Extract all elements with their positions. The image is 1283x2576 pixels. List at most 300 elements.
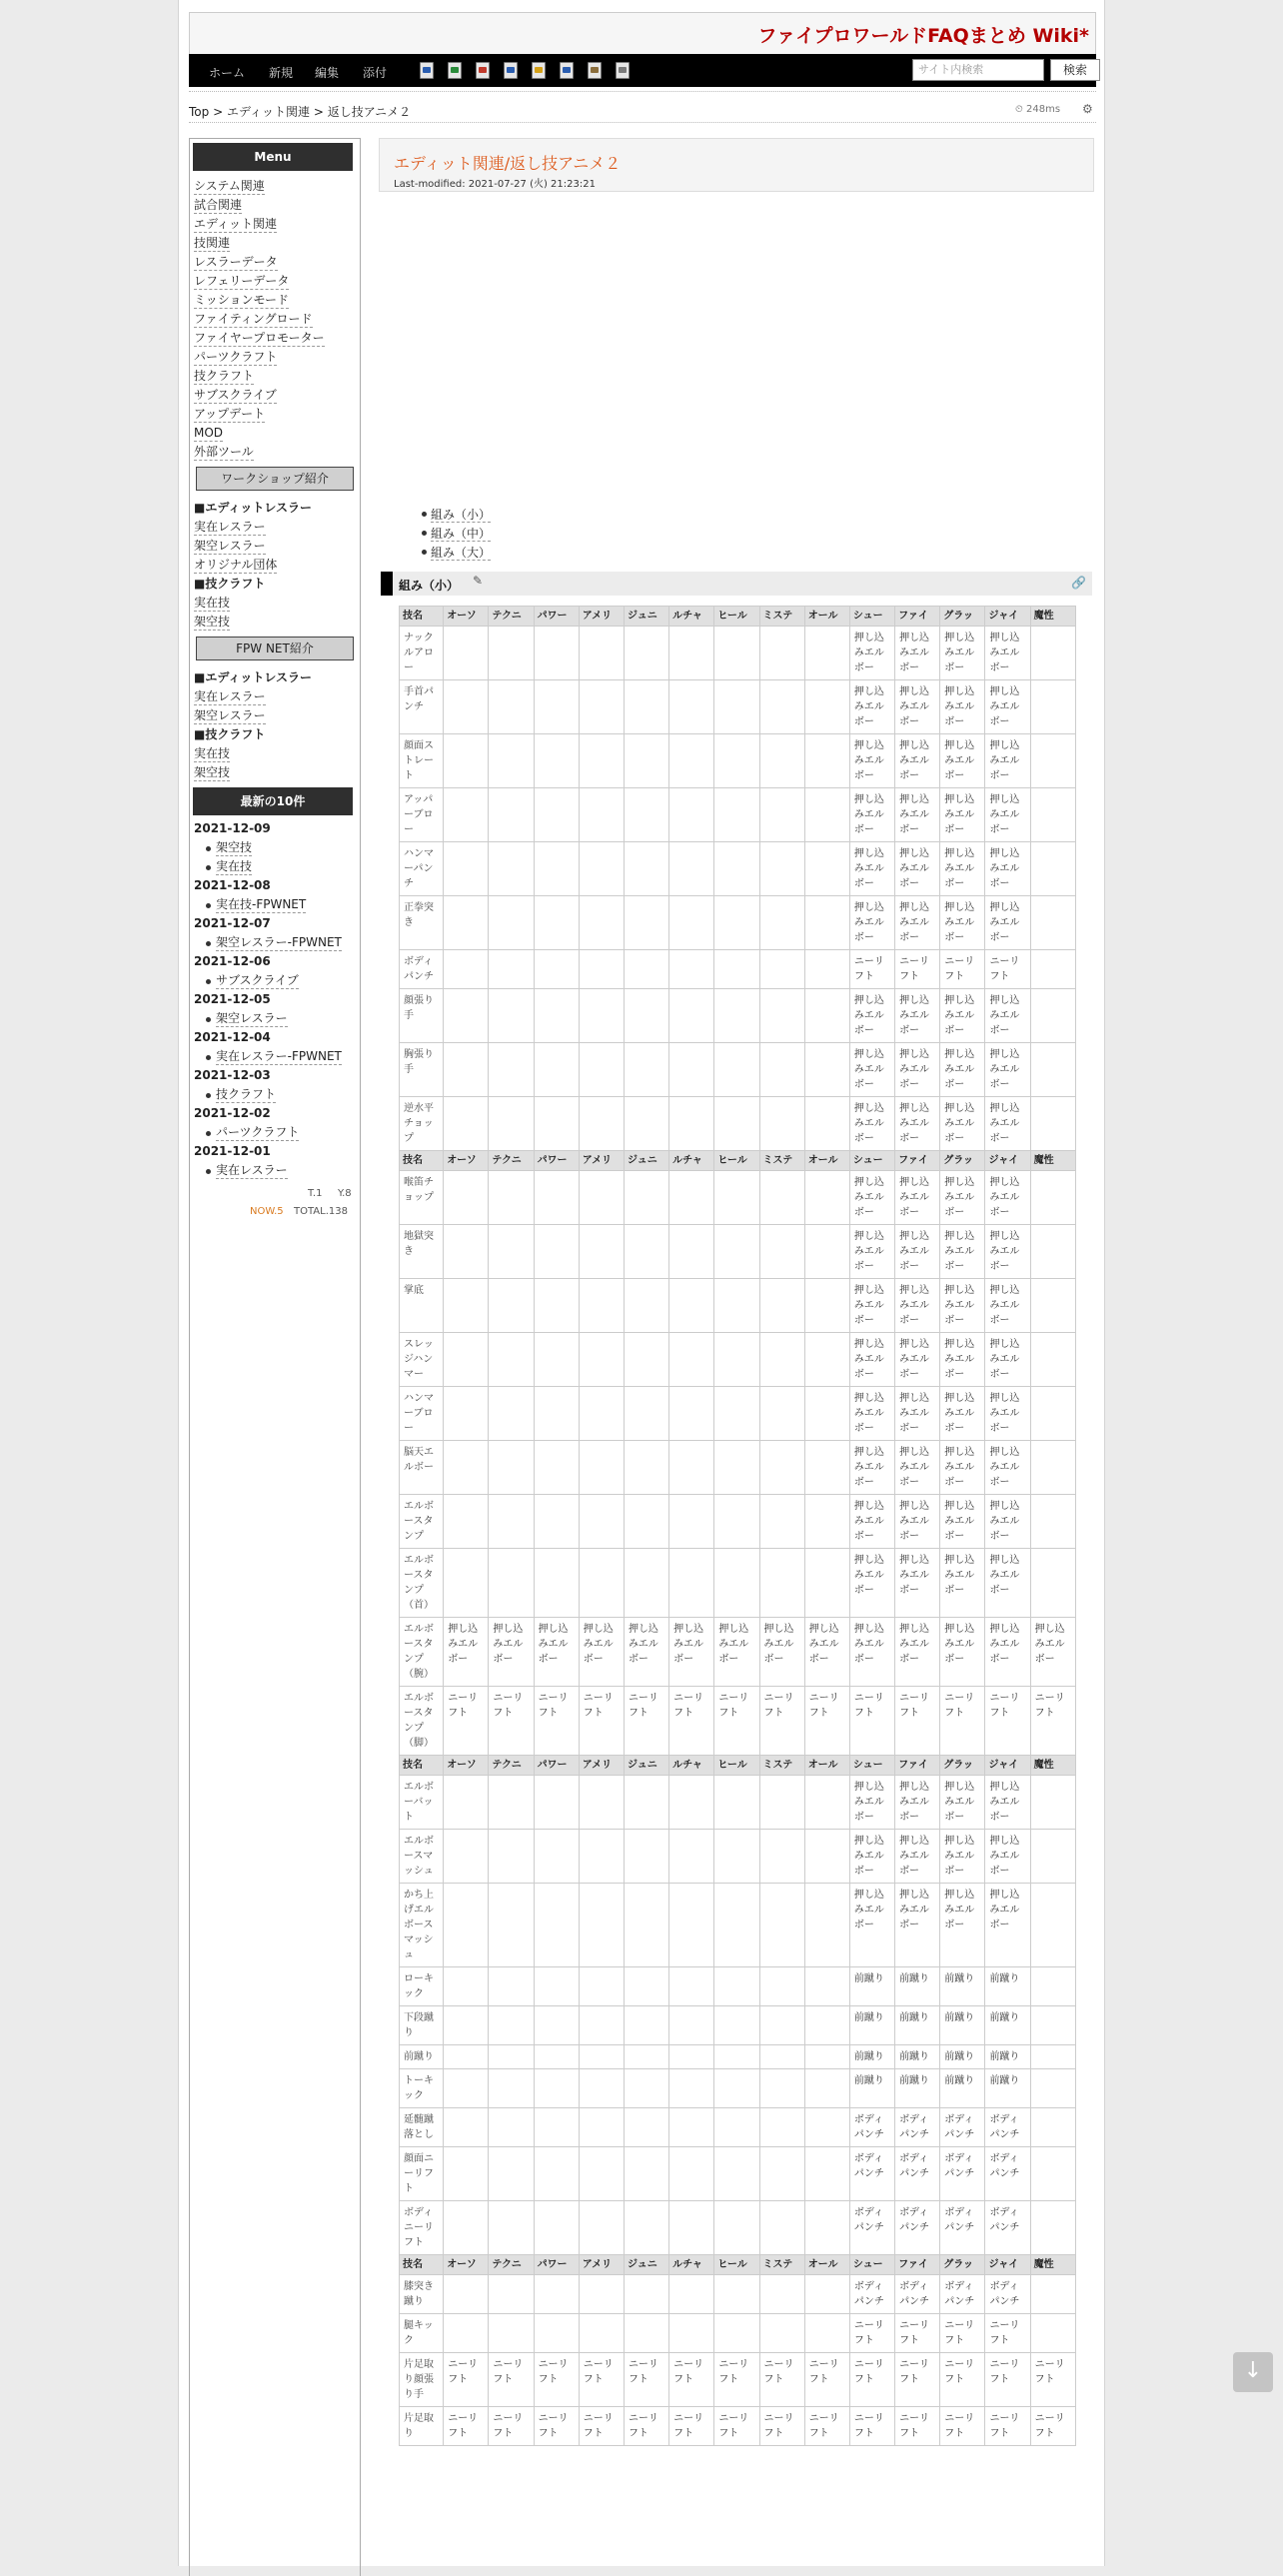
reversal-cell: ニーリフト — [940, 950, 985, 989]
reversal-cell — [714, 1549, 759, 1618]
reversal-cell — [759, 1776, 804, 1830]
reversal-cell — [1030, 896, 1075, 950]
sidebar-item[interactable]: 技関連 — [194, 236, 231, 250]
reversal-cell — [714, 896, 759, 950]
sidebar-item: ■エディットレスラー — [194, 670, 313, 684]
reversal-cell — [804, 1441, 849, 1495]
reversal-cell: ニーリフト — [624, 2353, 668, 2407]
column-header: ファイ — [895, 1151, 940, 1171]
move-name: かち上げエルボースマッシュ — [400, 1884, 444, 1967]
reversal-cell: 押し込みエルボー — [579, 1618, 624, 1687]
reversal-cell: ニーリフト — [534, 2353, 579, 2407]
reversal-cell — [444, 950, 489, 989]
recent-date: 2021-12-02 — [194, 1106, 271, 1120]
table-row — [400, 1225, 1076, 1279]
sidebar-item[interactable]: 実在レスラー — [194, 520, 266, 534]
sidebar-item[interactable]: 実在技 — [194, 596, 231, 610]
move-name: エルボースマッシュ — [400, 1830, 444, 1884]
move-name: 腿キック — [400, 2314, 444, 2353]
sidebar-item[interactable]: 架空技 — [194, 615, 231, 629]
sidebar-item[interactable]: システム関連 — [194, 179, 265, 193]
reversal-cell — [444, 2006, 489, 2045]
reversal-cell — [624, 1884, 668, 1967]
reversal-cell — [1030, 734, 1075, 788]
reversal-cell — [444, 1967, 489, 2006]
reversal-cell: ニーリフト — [534, 1687, 579, 1756]
reversal-cell — [579, 788, 624, 842]
recent-date: 2021-12-08 — [194, 878, 271, 892]
reversal-cell: 押し込みエルボー — [849, 1618, 894, 1687]
page-title[interactable]: エディット関連/返し技アニメ２ — [394, 154, 622, 173]
toc-label[interactable]: 組み（小） — [431, 508, 492, 522]
reversal-cell — [534, 989, 579, 1043]
reversal-cell: 押し込みエルボー — [895, 1387, 940, 1441]
recent-item[interactable]: 架空技 — [216, 840, 253, 854]
reversal-cell — [669, 2006, 714, 2045]
sidebar-item[interactable]: アップデート — [194, 407, 266, 421]
gear-icon[interactable]: ⚙ — [1082, 102, 1093, 116]
perf-time: 248ms — [1026, 104, 1061, 115]
toc-item[interactable] — [431, 525, 491, 542]
reversal-cell: 押し込みエルボー — [895, 627, 940, 680]
reversal-cell — [444, 1333, 489, 1387]
reversal-cell — [534, 1495, 579, 1549]
reversal-cell — [579, 1225, 624, 1279]
reversal-cell: ニーリフト — [895, 2353, 940, 2407]
reversal-cell — [714, 2147, 759, 2201]
move-name: ボディパンチ — [400, 950, 444, 989]
reversal-cell: ボディパンチ — [940, 2201, 985, 2255]
edit-pencil-icon[interactable]: ✎ — [473, 574, 484, 588]
reversal-cell — [759, 1043, 804, 1097]
sidebar-item[interactable]: ファイヤープロモーター — [194, 331, 325, 345]
reversal-cell: ボディパンチ — [849, 2275, 894, 2314]
reversal-cell — [714, 1495, 759, 1549]
reversal-cell — [759, 1225, 804, 1279]
column-header: ヒール — [714, 2255, 759, 2275]
attach-icon[interactable] — [504, 62, 518, 79]
reversal-cell — [444, 1043, 489, 1097]
reversal-cell — [669, 734, 714, 788]
reversal-cell — [534, 1171, 579, 1225]
reversal-cell — [624, 1387, 668, 1441]
recent-item[interactable]: パーツクラフト — [216, 1125, 300, 1139]
reversal-cell — [1030, 2275, 1075, 2314]
reversal-cell: 押し込みエルボー — [985, 788, 1030, 842]
reversal-cell — [669, 1387, 714, 1441]
table-row — [400, 1830, 1076, 1884]
sidebar-heading: ワークショップ紹介 — [196, 467, 354, 491]
sidebar-item[interactable]: パーツクラフト — [194, 350, 278, 364]
column-header: アメリ — [579, 2255, 624, 2275]
reversal-cell — [489, 1043, 534, 1097]
reversal-cell: ニーリフト — [444, 1687, 489, 1756]
column-header: オーソ — [444, 2255, 489, 2275]
reversal-cell: 押し込みエルボー — [849, 1776, 894, 1830]
nav-item[interactable]: 編集 — [315, 66, 340, 80]
recent-date: 2021-12-09 — [194, 821, 271, 835]
reversal-cell: 押し込みエルボー — [849, 1171, 894, 1225]
reversal-cell: ボディパンチ — [985, 2275, 1030, 2314]
reversal-cell — [759, 1171, 804, 1225]
reversal-cell — [444, 788, 489, 842]
reversal-cell — [714, 842, 759, 896]
reversal-cell: ニーリフト — [940, 1687, 985, 1756]
reversal-cell — [534, 1279, 579, 1333]
sidebar-item[interactable]: レスラーデータ — [194, 255, 278, 269]
column-header: ミステ — [759, 607, 804, 627]
column-header: ヒール — [714, 607, 759, 627]
column-header: オール — [804, 1151, 849, 1171]
recent-item[interactable]: 架空レスラー — [216, 1011, 288, 1025]
reversal-cell — [489, 1549, 534, 1618]
sidebar-item: ■技クラフト — [194, 727, 266, 741]
reversal-cell: 押し込みエルボー — [940, 1333, 985, 1387]
reversal-cell — [714, 1884, 759, 1967]
reversal-cell: 押し込みエルボー — [985, 680, 1030, 734]
sidebar-item[interactable]: 試合関連 — [194, 198, 243, 212]
recent-item[interactable]: 実在レスラー-FPWNET — [216, 1049, 342, 1063]
move-name: ナックルアロー — [400, 627, 444, 680]
reversal-cell — [444, 1225, 489, 1279]
reversal-cell: 押し込みエルボー — [940, 1387, 985, 1441]
search-button[interactable]: 検索 — [1050, 59, 1100, 81]
reversal-cell: 押し込みエルボー — [985, 1333, 1030, 1387]
nav-item[interactable]: 新規 — [269, 66, 294, 80]
recent-item[interactable]: 実在レスラー — [216, 1163, 288, 1177]
reversal-cell — [579, 1549, 624, 1618]
reversal-cell — [804, 2201, 849, 2255]
column-header: シュー — [849, 1151, 894, 1171]
nav-bar — [189, 54, 1096, 87]
reversal-cell: 押し込みエルボー — [940, 1618, 985, 1687]
reversal-cell: 押し込みエルボー — [985, 1225, 1030, 1279]
reversal-cell: 押し込みエルボー — [849, 1333, 894, 1387]
reversal-cell — [759, 989, 804, 1043]
reversal-cell: ニーリフト — [1030, 1687, 1075, 1756]
breadcrumb-top[interactable]: Top — [189, 105, 210, 119]
move-name: 脳天エルボー — [400, 1441, 444, 1495]
reversal-cell — [534, 2069, 579, 2108]
table-row — [400, 2407, 1076, 2446]
reversal-cell — [714, 1830, 759, 1884]
anchor-link-icon[interactable]: 🔗 — [1071, 576, 1086, 590]
move-name: 前蹴り — [400, 2045, 444, 2069]
sidebar-item[interactable]: 技クラフト — [194, 369, 255, 383]
sidebar-item[interactable]: 架空レスラー — [194, 708, 266, 722]
reversal-cell: ニーリフト — [624, 1687, 668, 1756]
reversal-cell — [579, 2069, 624, 2108]
reversal-cell: 前蹴り — [985, 1967, 1030, 2006]
reversal-cell — [804, 627, 849, 680]
table-row — [400, 2275, 1076, 2314]
reversal-cell — [804, 788, 849, 842]
sidebar-item[interactable]: オリジナル団体 — [194, 558, 278, 572]
reversal-cell: ボディパンチ — [940, 2147, 985, 2201]
reversal-cell — [714, 1967, 759, 2006]
reversal-cell: ニーリフト — [579, 2353, 624, 2407]
reversal-cell — [759, 1333, 804, 1387]
reversal-cell — [444, 1171, 489, 1225]
reversal-cell — [579, 627, 624, 680]
reversal-cell: 押し込みエルボー — [940, 1097, 985, 1151]
reversal-cell: 前蹴り — [895, 1967, 940, 2006]
column-header: ジャイ — [985, 607, 1030, 627]
reversal-cell — [1030, 842, 1075, 896]
reversal-cell: 前蹴り — [940, 1967, 985, 2006]
reversal-cell — [489, 788, 534, 842]
column-header: グラッ — [940, 607, 985, 627]
move-name: アッパーブロー — [400, 788, 444, 842]
sidebar-item[interactable]: サブスクライブ — [194, 388, 277, 402]
reversal-cell — [534, 2006, 579, 2045]
column-header: 魔性 — [1030, 607, 1075, 627]
reversal-cell: 前蹴り — [895, 2045, 940, 2069]
reversal-cell — [804, 1043, 849, 1097]
toc-item[interactable] — [431, 544, 491, 561]
reversal-cell: 押し込みエルボー — [895, 1097, 940, 1151]
breadcrumb-parent[interactable]: エディット関連 — [226, 105, 311, 119]
table-row — [400, 1441, 1076, 1495]
reversal-cell — [534, 1387, 579, 1441]
reversal-cell — [534, 788, 579, 842]
reversal-cell — [714, 1043, 759, 1097]
reversal-cell — [804, 1830, 849, 1884]
column-header: 技名 — [400, 1151, 444, 1171]
reversal-cell — [444, 1884, 489, 1967]
sidebar-item[interactable]: 架空技 — [194, 765, 231, 779]
reversal-cell — [1030, 1333, 1075, 1387]
column-header: ジュニ — [624, 2255, 668, 2275]
reversal-cell — [714, 1387, 759, 1441]
reversal-cell: 押し込みエルボー — [759, 1618, 804, 1687]
sidebar-item[interactable]: MOD — [194, 426, 224, 440]
reversal-cell — [579, 1884, 624, 1967]
reversal-cell — [489, 2006, 534, 2045]
reversal-cell — [489, 734, 534, 788]
column-header: オール — [804, 2255, 849, 2275]
column-header: オーソ — [444, 607, 489, 627]
reversal-cell: 押し込みエルボー — [714, 1618, 759, 1687]
reversal-cell: 押し込みエルボー — [940, 1776, 985, 1830]
page-title-box — [379, 138, 1094, 192]
list-icon[interactable] — [588, 62, 602, 79]
column-header: ファイ — [895, 607, 940, 627]
reversal-cell — [804, 734, 849, 788]
move-name: 顔面ニーリフト — [400, 2147, 444, 2201]
table-header-row — [400, 607, 1076, 627]
table-row — [400, 1549, 1076, 1618]
reversal-cell — [624, 627, 668, 680]
reversal-cell — [624, 2069, 668, 2108]
reversal-cell: ボディパンチ — [849, 2201, 894, 2255]
toc-item[interactable] — [431, 506, 491, 523]
reversal-cell: ニーリフト — [534, 2407, 579, 2446]
reversal-cell: 押し込みエルボー — [849, 1097, 894, 1151]
reversal-cell: 押し込みエルボー — [849, 1279, 894, 1333]
column-header: ヒール — [714, 1151, 759, 1171]
reversal-cell — [714, 1171, 759, 1225]
reversal-cell — [669, 1884, 714, 1967]
reversal-cell — [579, 1043, 624, 1097]
reversal-cell — [579, 1333, 624, 1387]
reversal-cell — [759, 896, 804, 950]
reversal-cell: 前蹴り — [940, 2045, 985, 2069]
recent-date: 2021-12-05 — [194, 992, 271, 1006]
reversal-cell — [489, 1884, 534, 1967]
reversal-cell: 押し込みエルボー — [895, 842, 940, 896]
reversal-cell: 押し込みエルボー — [985, 1279, 1030, 1333]
reversal-cell: ニーリフト — [489, 2407, 534, 2446]
search-input[interactable]: サイト内検索 — [912, 59, 1044, 81]
sidebar-item[interactable]: ミッションモード — [194, 293, 290, 307]
nav-item[interactable]: ホーム — [209, 66, 246, 80]
reversal-cell: ニーリフト — [940, 2353, 985, 2407]
reversal-cell — [489, 1279, 534, 1333]
table-row — [400, 1279, 1076, 1333]
reversal-cell: 押し込みエルボー — [985, 1043, 1030, 1097]
column-header: ルチャ — [669, 607, 714, 627]
reversal-cell — [804, 896, 849, 950]
scroll-down-button[interactable] — [1233, 2352, 1273, 2392]
reversal-cell: 前蹴り — [985, 2006, 1030, 2045]
recent-date: 2021-12-03 — [194, 1068, 271, 1082]
reversal-cell: 押し込みエルボー — [895, 1043, 940, 1097]
reversal-cell — [1030, 1387, 1075, 1441]
reversal-cell — [444, 680, 489, 734]
reversal-cell: 押し込みエルボー — [669, 1618, 714, 1687]
bullet-icon — [206, 1131, 211, 1136]
page-icon[interactable] — [420, 62, 434, 79]
reversal-cell: 押し込みエルボー — [895, 1333, 940, 1387]
reversal-cell — [714, 1225, 759, 1279]
nav-item[interactable]: 添付 — [363, 66, 388, 80]
reversal-cell: 前蹴り — [849, 1967, 894, 2006]
reversal-cell — [489, 2045, 534, 2069]
recent-item[interactable]: 実在技-FPWNET — [216, 897, 307, 911]
reversal-cell — [534, 1549, 579, 1618]
reversal-cell — [669, 842, 714, 896]
reversal-cell — [624, 989, 668, 1043]
reversal-cell — [804, 1097, 849, 1151]
sidebar-item[interactable]: 実在技 — [194, 746, 231, 760]
copy-icon[interactable] — [560, 62, 574, 79]
reversal-cell — [489, 1830, 534, 1884]
image-icon[interactable] — [448, 62, 462, 79]
table-row — [400, 842, 1076, 896]
diff-icon[interactable] — [476, 62, 490, 79]
move-name: 逆水平チョップ — [400, 1097, 444, 1151]
reversal-cell: ニーリフト — [940, 2314, 985, 2353]
toc-label[interactable]: 組み（中） — [431, 527, 492, 541]
reversal-cell — [714, 2275, 759, 2314]
reversal-cell — [444, 2147, 489, 2201]
sidebar-item[interactable]: 外部ツール — [194, 445, 254, 459]
table-row — [400, 896, 1076, 950]
bullet-icon — [206, 1055, 211, 1060]
move-name: 掌底 — [400, 1279, 444, 1333]
recent-item[interactable]: サブスクライブ — [216, 973, 299, 987]
reversal-cell: 前蹴り — [985, 2045, 1030, 2069]
sidebar-item[interactable]: ファイティングロード — [194, 312, 313, 326]
site-title[interactable]: ファイプロワールドFAQまとめ Wiki* — [757, 25, 1089, 47]
recent-item[interactable]: 架空レスラー-FPWNET — [216, 935, 342, 949]
reversal-cell: 押し込みエルボー — [895, 1171, 940, 1225]
reversal-cell: 押し込みエルボー — [849, 1830, 894, 1884]
reversal-cell — [444, 842, 489, 896]
lock-icon[interactable] — [532, 62, 546, 79]
column-header: ジュニ — [624, 1151, 668, 1171]
reversal-cell — [669, 950, 714, 989]
reversal-cell — [534, 2201, 579, 2255]
column-header: 魔性 — [1030, 1151, 1075, 1171]
reversal-cell — [759, 2147, 804, 2201]
counter-now: NOW.5 — [250, 1206, 284, 1217]
move-name: ボディニーリフト — [400, 2201, 444, 2255]
reversal-cell — [1030, 2314, 1075, 2353]
reversal-cell: 押し込みエルボー — [895, 680, 940, 734]
reversal-cell: 押し込みエルボー — [534, 1618, 579, 1687]
counter-today: T.1 — [308, 1188, 323, 1199]
reversal-cell — [669, 989, 714, 1043]
reversal-cell — [804, 2006, 849, 2045]
sidebar-item[interactable]: 架空レスラー — [194, 539, 266, 553]
reversal-cell — [534, 1830, 579, 1884]
reversal-cell: 押し込みエルボー — [849, 680, 894, 734]
column-header: グラッ — [940, 1151, 985, 1171]
table-row — [400, 1097, 1076, 1151]
toc-label[interactable]: 組み（大） — [431, 546, 492, 560]
reversal-cell — [669, 1097, 714, 1151]
reversal-cell — [444, 627, 489, 680]
reversal-cell: 押し込みエルボー — [940, 842, 985, 896]
reversal-cell — [624, 1279, 668, 1333]
recent-item[interactable]: 実在技 — [216, 859, 253, 873]
reversal-cell — [714, 788, 759, 842]
sidebar-item[interactable]: 実在レスラー — [194, 689, 266, 703]
reversal-cell — [579, 1830, 624, 1884]
column-header: 技名 — [400, 607, 444, 627]
recent-item[interactable]: 技クラフト — [216, 1087, 277, 1101]
sidebar-item[interactable]: レフェリーデータ — [194, 274, 290, 288]
reversal-cell — [669, 2147, 714, 2201]
column-header: パワー — [534, 607, 579, 627]
reversal-cell — [714, 1097, 759, 1151]
table-row — [400, 989, 1076, 1043]
reversal-cell: 押し込みエルボー — [940, 1830, 985, 1884]
recent-date: 2021-12-04 — [194, 1030, 271, 1044]
reversal-cell — [714, 734, 759, 788]
reversal-cell — [444, 1097, 489, 1151]
reversal-cell — [714, 1441, 759, 1495]
reversal-cell: 押し込みエルボー — [895, 896, 940, 950]
divider — [189, 122, 1096, 123]
table-row — [400, 1776, 1076, 1830]
table-row — [400, 1043, 1076, 1097]
recent-icon[interactable] — [616, 62, 630, 79]
sidebar-item[interactable]: エディット関連 — [194, 217, 278, 231]
reversal-cell: ニーリフト — [759, 2407, 804, 2446]
table-row — [400, 1618, 1076, 1687]
reversal-cell — [579, 1967, 624, 2006]
reversal-cell: 押し込みエルボー — [940, 788, 985, 842]
column-header: ルチャ — [669, 2255, 714, 2275]
reversal-cell — [1030, 1549, 1075, 1618]
reversal-cell — [669, 1333, 714, 1387]
reversal-cell — [1030, 1097, 1075, 1151]
reversal-cell — [669, 2108, 714, 2147]
reversal-cell: ニーリフト — [895, 950, 940, 989]
